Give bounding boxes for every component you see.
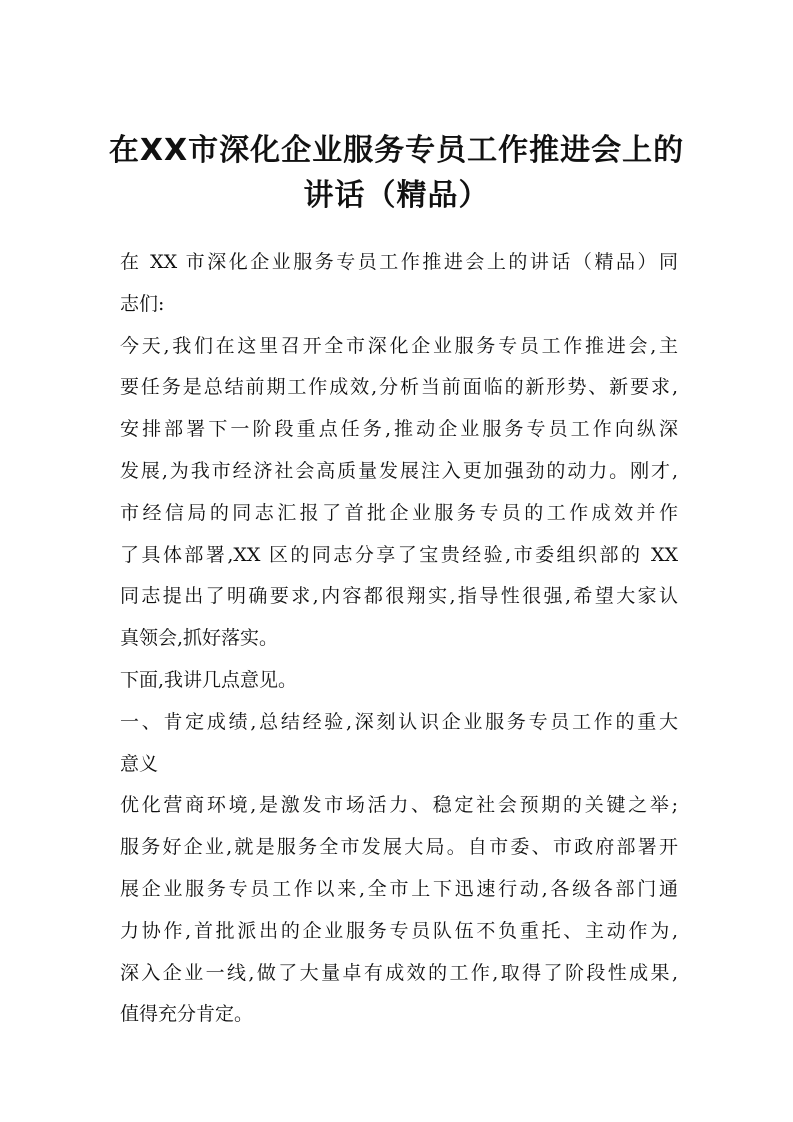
- body-text-line: 值得充分肯定。: [120, 1003, 254, 1026]
- body-text-line: 服务好企业,就是服务全市发展大局。自市委、市政府部署开: [120, 836, 678, 859]
- document-title-line-2: 讲话（精品）: [303, 178, 490, 213]
- body-text-line: 志们:: [120, 292, 165, 315]
- body-text-line: 意义: [120, 752, 159, 775]
- body-text-line: 了具体部署,XX 区的同志分享了宝贵经验,市委组织部的 XX: [120, 543, 678, 566]
- body-text-line: 安排部署下一阶段重点任务,推动企业服务专员工作向纵深: [120, 418, 678, 441]
- body-text-line: 发展,为我市经济社会高质量发展注入更加强劲的动力。刚才,: [120, 459, 678, 482]
- body-text-line: 真领会,抓好落实。: [120, 627, 279, 650]
- body-text-line: 力协作,首批派出的企业服务专员队伍不负重托、主动作为,: [120, 919, 678, 942]
- body-text-line: 深入企业一线,做了大量卓有成效的工作,取得了阶段性成果,: [120, 961, 678, 984]
- body-text-line: 下面,我讲几点意见。: [120, 668, 298, 691]
- body-text-line: 今天,我们在这里召开全市深化企业服务专员工作推进会,主: [120, 334, 678, 357]
- body-text-line: 要任务是总结前期工作成效,分析当前面临的新形势、新要求,: [120, 376, 678, 399]
- document-body: [120, 246, 678, 1040]
- body-text-line: 展企业服务专员工作以来,全市上下迅速行动,各级各部门通: [120, 877, 678, 900]
- body-text-line: 一、肯定成绩,总结经验,深刻认识企业服务专员工作的重大: [120, 710, 678, 733]
- body-text-line: 市经信局的同志汇报了首批企业服务专员的工作成效并作: [120, 501, 678, 524]
- body-text-line: 优化营商环境,是激发市场活力、稳定社会预期的关键之举;: [120, 794, 678, 817]
- document-title-line-1: 在XX市深化企业服务专员工作推进会上的: [108, 133, 685, 168]
- body-text-line: 在 XX 市深化企业服务专员工作推进会上的讲话（精品）同: [120, 251, 678, 273]
- body-text-line: 同志提出了明确要求,内容都很翔实,指导性很强,希望大家认: [120, 585, 678, 608]
